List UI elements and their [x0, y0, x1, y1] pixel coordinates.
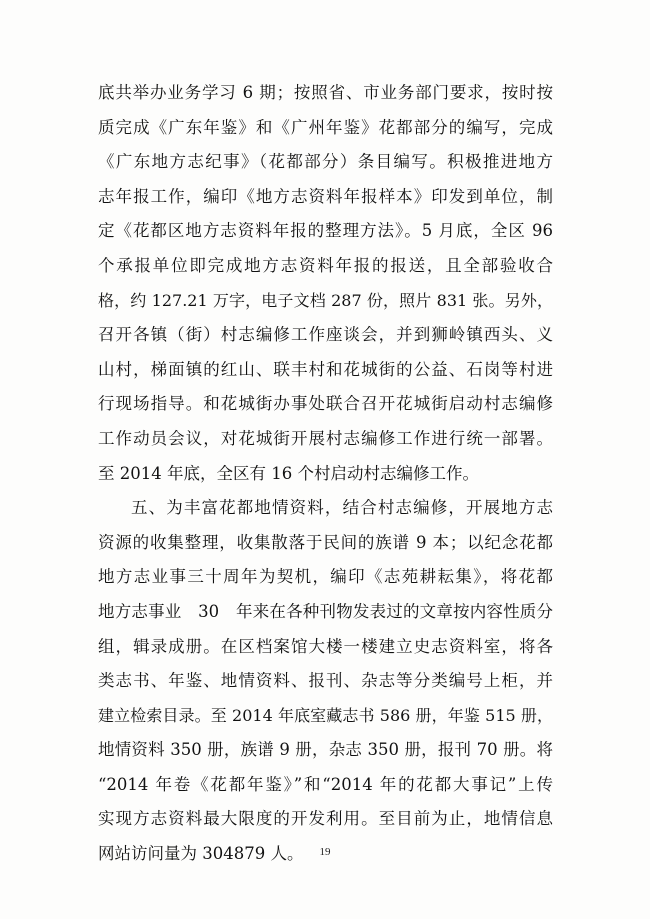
text-line: 至 2014 年底，全区有 16 个村启动村志编修工作。 — [98, 463, 479, 483]
text-line: 定《花都区地方志资料年报的整理方法》。5 月底，全区 96 — [98, 221, 553, 241]
text-line: 个承报单位即完成地方志资料年报的报送，且全部验收合 — [98, 255, 553, 275]
text-line: 实现方志资料最大限度的开发利用。至目前为止，地情信息 — [98, 809, 553, 829]
text-line: 志年报工作，编印《地方志资料年报样本》印发到单位，制 — [98, 186, 553, 206]
text-line: 建立检索目录。至 2014 年底室藏志书 586 册，年鉴 515 册， — [98, 705, 553, 725]
text-line: 组，辑录成册。在区档案馆大楼一楼建立史志资料室，将各 — [98, 636, 553, 656]
text-line: 行现场指导。和花城街办事处联合召开花城街启动村志编修 — [98, 394, 553, 414]
text-line: 《广东地方志纪事》（花都部分）条目编写。积极推进地方 — [98, 152, 553, 172]
text-line: 地方志事业 30 年来在各种刊物发表过的文章按内容性质分 — [98, 601, 553, 621]
text-line: 资源的收集整理，收集散落于民间的族谱 9 本；以纪念花都 — [98, 532, 553, 552]
paragraph-start-line: 五、为丰富花都地情资料，结合村志编修，开展地方志 — [131, 498, 553, 518]
text-line: “2014 年卷《花都年鉴》”和“2014 年的花都大事记”上传 — [98, 774, 553, 794]
text-line: 地情资料 350 册，族谱 9 册，杂志 350 册，报刊 70 册。将 — [98, 740, 553, 760]
text-line: 类志书、年鉴、地情资料、报刊、杂志等分类编号上柜，并 — [98, 671, 553, 691]
text-line: 底共举办业务学习 6 期；按照省、市业务部门要求，按时按 — [98, 83, 553, 102]
text-line: 格，约 127.21 万字，电子文档 287 份，照片 831 张。另外， — [98, 290, 553, 310]
text-line: 山村，梯面镇的红山、联丰村和花城街的公益、石岗等村进 — [98, 359, 553, 379]
page-number: 19 — [319, 846, 331, 858]
text-line: 质完成《广东年鉴》和《广州年鉴》花都部分的编写，完成 — [98, 117, 553, 137]
text-line: 召开各镇（街）村志编修工作座谈会，并到狮岭镇西头、义 — [98, 325, 553, 345]
body-text — [98, 76, 553, 872]
text-line: 地方志业事三十周年为契机，编印《志苑耕耘集》，将花都 — [98, 567, 553, 587]
text-line: 网站访问量为 304879 人。 — [98, 844, 304, 864]
text-line: 工作动员会议，对花城街开展村志编修工作进行统一部署。 — [98, 428, 553, 448]
